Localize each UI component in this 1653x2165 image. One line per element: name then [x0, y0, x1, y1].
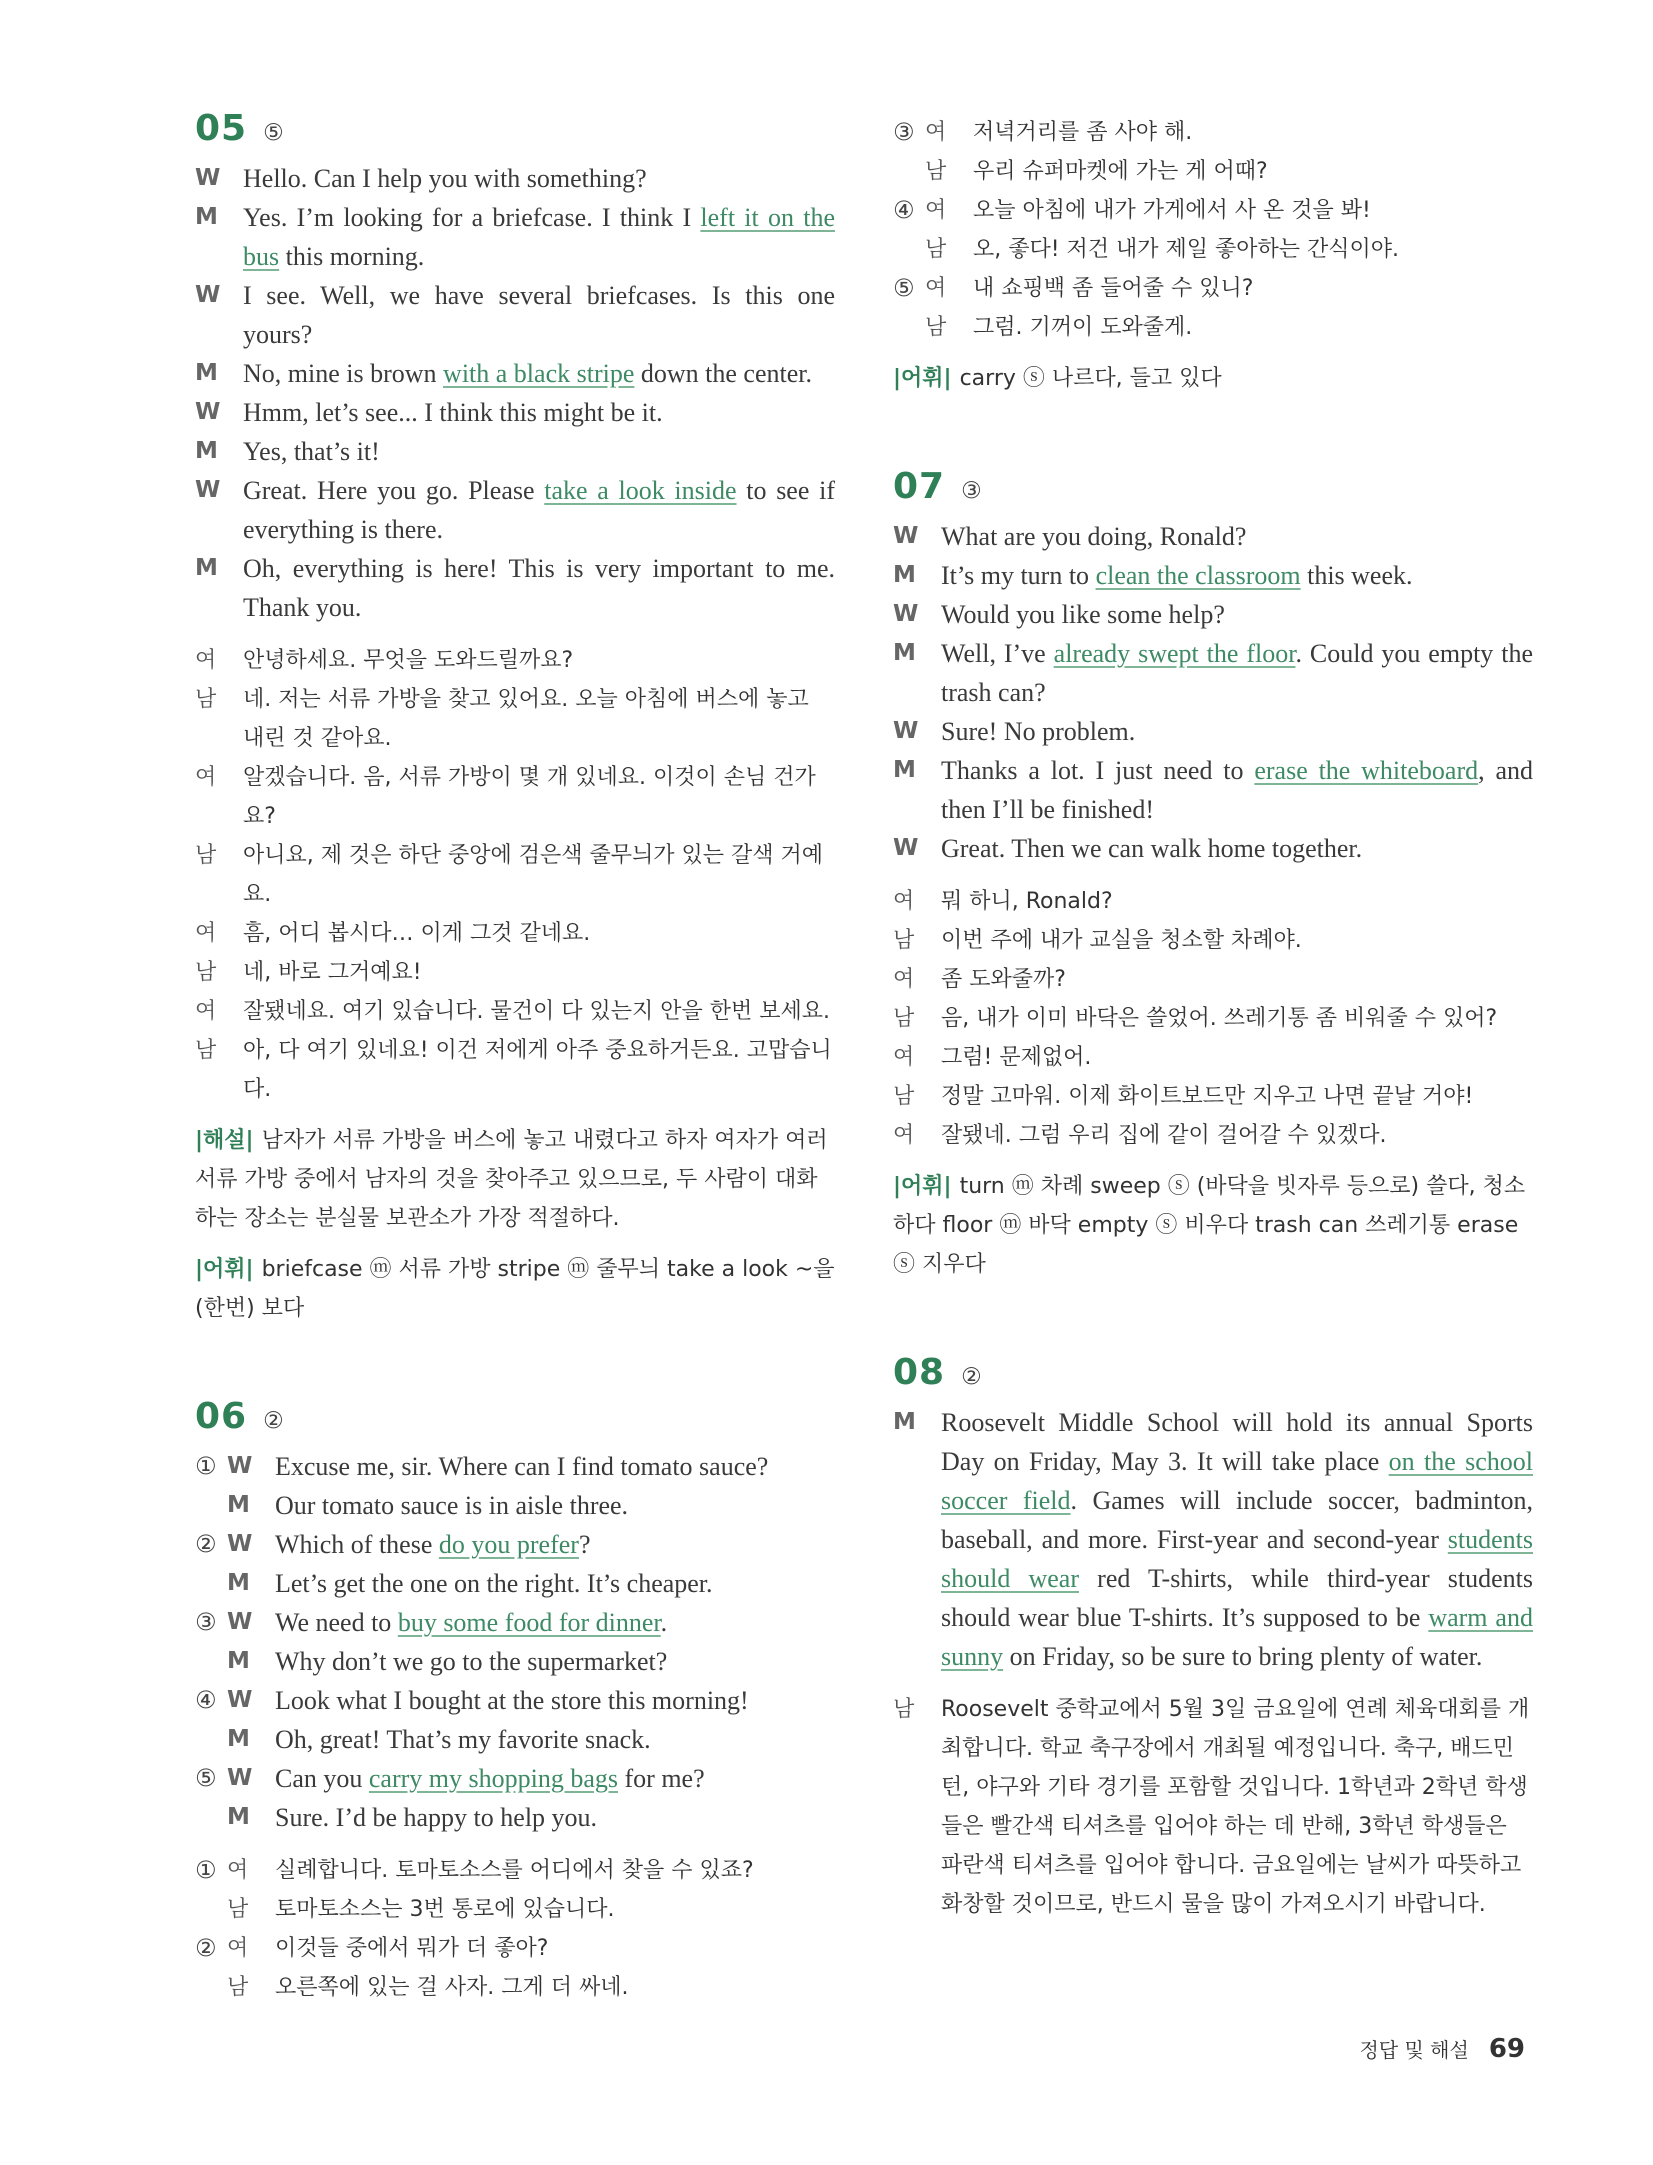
speaker-label: M [195, 204, 218, 230]
translation-text: 그럼. 기꺼이 도와줄게. [973, 315, 1193, 340]
question-number: 06 [195, 1396, 248, 1437]
dialogue-text [243, 276, 835, 354]
left-column [195, 108, 835, 2007]
dialogue-line [195, 1564, 835, 1603]
key-phrase: do you prefer [438, 1530, 579, 1559]
text-segment: . [660, 1608, 668, 1637]
key-phrase: buy some food for dinner [397, 1608, 661, 1637]
translation-line [893, 113, 1533, 152]
speaker-label: M [227, 1648, 250, 1674]
text-segment: , and then I’ll be finished! [941, 756, 1533, 824]
translation-line [195, 1851, 835, 1890]
dialogue-line [893, 595, 1533, 634]
dialogue-text [243, 549, 835, 627]
translation-line [893, 999, 1533, 1038]
text-segment: to see if everything is there. [243, 476, 835, 544]
translation-line [893, 921, 1533, 960]
text-segment: Great. Then we can walk home together. [941, 834, 1363, 863]
option-number [195, 1890, 227, 1929]
dialogue-text [243, 159, 835, 198]
translation-text: 아니요, 제 것은 하단 중앙에 검은색 줄무늬가 있는 갈색 거예요. [243, 843, 823, 907]
dialogue-text [941, 556, 1533, 595]
translation-text: 알겠습니다. 음, 서류 가방이 몇 개 있네요. 이것이 손님 건가요? [243, 765, 816, 829]
translation-line [893, 1077, 1533, 1116]
option-number [195, 1642, 227, 1681]
dialogue [893, 517, 1533, 868]
text-segment: Roosevelt Middle School will hold its annual Sports Day on Friday, May 3. It will take place [941, 1408, 1533, 1476]
translation [195, 1851, 835, 2007]
translation-text: Roosevelt 중학교에서 5월 3일 금요일에 연례 체육대회를 개최합니다. 학교 축구장에서 개최될 예정입니다. 축구, 배드민턴, 야구와 기타 경기를 포함할 것입니다. 1학년과 2학년 학생들은 빨간색 티셔츠를 입어야 하는 데 반해, 3학년 학생들은 파란색 티셔츠를 입어야 합니다. 금요일에는 날씨가 따뜻하고 화창할 것이므로, 반드시 물을 많이 가져오시기 바랍니다. [941, 1697, 1530, 1917]
speaker-label: 남 [227, 1975, 249, 2000]
text-segment: for me? [618, 1764, 705, 1793]
speaker-label: 여 [195, 921, 217, 946]
speaker-label: M [227, 1804, 250, 1830]
dialogue-text [275, 1486, 835, 1525]
vocabulary-text: briefcase ⓜ 서류 가방 stripe ⓜ 줄무늬 take a look ~을 (한번) 보다 [195, 1257, 835, 1321]
translation-continued [893, 113, 1533, 347]
translation-text: 토마토소스는 3번 통로에 있습니다. [275, 1897, 615, 1922]
text-segment: Would you like some help? [941, 600, 1225, 629]
dialogue-text [941, 751, 1533, 829]
dialogue-line [195, 1759, 835, 1798]
dialogue-line [195, 276, 835, 354]
translation [893, 1690, 1533, 1924]
speaker-label: W [195, 477, 221, 503]
explanation-text: 남자가 서류 가방을 버스에 놓고 내렸다고 하자 여자가 여러 서류 가방 중에서 남자의 것을 찾아주고 있으므로, 두 사람이 대화하는 장소는 분실물 보관소가 가장 적절하다. [195, 1128, 828, 1231]
speaker-label: M [893, 562, 916, 588]
dialogue-line [195, 1681, 835, 1720]
translation-line [893, 882, 1533, 921]
translation [893, 882, 1533, 1155]
speaker-label: 남 [893, 1006, 915, 1031]
question-number: 08 [893, 1352, 946, 1393]
answer-marker: ⑤ [263, 120, 284, 146]
translation-line [893, 1038, 1533, 1077]
text-segment: Oh, great! That’s my favorite snack. [275, 1725, 651, 1754]
translation-text: 오늘 아침에 내가 가게에서 사 온 것을 봐! [973, 198, 1371, 223]
dialogue-text [275, 1798, 835, 1837]
option-number: ③ [195, 1608, 217, 1636]
speaker-label: 여 [195, 648, 217, 673]
question-header [195, 1396, 835, 1437]
speaker-label: M [195, 555, 218, 581]
option-number: ④ [893, 196, 915, 224]
key-phrase: erase the whiteboard [1254, 756, 1479, 785]
answer-marker: ③ [961, 478, 982, 504]
text-segment: . Could you empty the trash can? [941, 639, 1533, 707]
speaker-label: W [227, 1687, 253, 1713]
dialogue-text [243, 198, 835, 276]
translation-line [195, 1890, 835, 1929]
speaker-label: 남 [195, 687, 217, 712]
translation-text: 그럼! 문제없어. [941, 1045, 1092, 1070]
key-phrase: left it on the bus [243, 203, 835, 271]
key-phrase: already swept the floor [1053, 639, 1296, 668]
vocabulary [893, 1167, 1533, 1284]
speaker-label: M [893, 757, 916, 783]
speaker-label: 여 [227, 1936, 249, 1961]
translation-text: 저녁거리를 좀 사야 해. [973, 120, 1193, 145]
translation-line [195, 758, 835, 836]
speaker-label: W [893, 718, 919, 744]
dialogue-line [195, 1798, 835, 1837]
text-segment: Excuse me, sir. Where can I find tomato sauce? [275, 1452, 769, 1481]
translation-line [893, 308, 1533, 347]
dialogue-line [195, 354, 835, 393]
speaker-label: W [227, 1609, 253, 1635]
translation-text: 잘됐네요. 여기 있습니다. 물건이 다 있는지 안을 한번 보세요. [243, 999, 830, 1024]
text-segment: Thanks a lot. I just need to [941, 756, 1255, 785]
question-number: 07 [893, 466, 946, 507]
text-segment: Can you [275, 1764, 369, 1793]
text-segment: this week. [1300, 561, 1413, 590]
translation-text: 네, 바로 그거예요! [243, 960, 422, 985]
speaker-label: W [227, 1531, 253, 1557]
key-phrase: carry my shopping bags [368, 1764, 619, 1793]
translation-line [893, 230, 1533, 269]
dialogue-line [195, 1720, 835, 1759]
translation-text: 실례합니다. 토마토소스를 어디에서 찾을 수 있죠? [275, 1858, 754, 1883]
vocabulary-label: |어휘| [195, 1257, 254, 1282]
dialogue-line [195, 159, 835, 198]
key-phrase: students should wear [941, 1525, 1533, 1593]
vocabulary-text: carry ⓢ 나르다, 들고 있다 [959, 366, 1222, 391]
dialogue-line [893, 556, 1533, 595]
dialogue-text [941, 829, 1533, 868]
speaker-label: W [893, 835, 919, 861]
speaker-label: 여 [893, 967, 915, 992]
dialogue-line [893, 517, 1533, 556]
option-number [195, 1564, 227, 1603]
speaker-label: W [893, 601, 919, 627]
translation-text: 흠, 어디 봅시다… 이게 그것 같네요. [243, 921, 591, 946]
speaker-label: W [893, 523, 919, 549]
speaker-label: W [195, 399, 221, 425]
dialogue-text [243, 393, 835, 432]
monologue [893, 1403, 1533, 1676]
option-number [893, 230, 925, 269]
vocabulary [195, 1250, 835, 1328]
translation-line [893, 152, 1533, 191]
translation-line [893, 269, 1533, 308]
dialogue-text [275, 1720, 835, 1759]
dialogue-line [893, 751, 1533, 829]
translation-text: 아, 다 여기 있네요! 이건 저에게 아주 중요하거든요. 고맙습니다. [243, 1038, 832, 1102]
translation-line [195, 836, 835, 914]
dialogue-text [275, 1603, 835, 1642]
key-phrase: clean the classroom [1095, 561, 1301, 590]
page-number: 69 [1488, 2034, 1525, 2064]
dialogue-line [893, 829, 1533, 868]
dialogue-line [195, 1642, 835, 1681]
option-number: ② [195, 1934, 217, 1962]
option-number: ② [195, 1530, 217, 1558]
text-segment: Sure! No problem. [941, 717, 1136, 746]
text-segment: red T-shirts, while third-year students should wear blue T-shirts. It’s supposed to be [941, 1564, 1533, 1632]
vocabulary-text: turn ⓜ 차례 sweep ⓢ (바닥을 빗자루 등으로) 쓸다, 청소하다 floor ⓜ 바닥 empty ⓢ 비우다 trash can 쓰레기통 erase ⓢ 지우다 [893, 1174, 1526, 1277]
speaker-label: 남 [195, 843, 217, 868]
dialogue-text [243, 432, 835, 471]
text-segment: Great. Here you go. Please [243, 476, 545, 505]
option-number: ① [195, 1856, 217, 1884]
translation-text: 뭐 하니, Ronald? [941, 889, 1113, 914]
speaker-label: 남 [893, 1084, 915, 1109]
speaker-label: 남 [227, 1897, 249, 1922]
key-phrase: on the school soccer field [941, 1447, 1533, 1515]
option-number [195, 1798, 227, 1837]
section-title: 정답 및 해설 [1359, 2038, 1469, 2062]
translation-text: 네. 저는 서류 가방을 찾고 있어요. 오늘 아침에 버스에 놓고 내린 것 같아요. [243, 687, 809, 751]
dialogue-text [941, 517, 1533, 556]
dialogue [195, 159, 835, 627]
answer-marker: ② [263, 1408, 284, 1434]
text-segment: Which of these [275, 1530, 439, 1559]
dialogue-line [195, 549, 835, 627]
key-phrase: warm and sunny [941, 1603, 1533, 1671]
text-segment: Hello. Can I help you with something? [243, 164, 647, 193]
dialogue-line [195, 1447, 835, 1486]
speaker-label: 남 [195, 1038, 217, 1063]
option-number: ⑤ [893, 274, 915, 302]
translation [195, 641, 835, 1109]
question-08 [893, 1352, 1533, 1924]
vocabulary-label: |어휘| [893, 366, 952, 391]
key-phrase: with a black stripe [443, 359, 635, 388]
translation-text: 우리 슈퍼마켓에 가는 게 어때? [973, 159, 1268, 184]
dialogue-text [941, 712, 1533, 751]
dialogue-text [275, 1525, 835, 1564]
text-segment: I see. Well, we have several briefcases. Is this one yours? [243, 281, 835, 349]
speaker-label: 여 [925, 276, 947, 301]
translation-line [195, 992, 835, 1031]
translation-text: 이번 주에 내가 교실을 청소할 차례야. [941, 928, 1302, 953]
dialogue-line [195, 393, 835, 432]
speaker-label: M [227, 1492, 250, 1518]
question-header [195, 108, 835, 149]
translation-line [195, 680, 835, 758]
translation-text: 내 쇼핑백 좀 들어줄 수 있니? [973, 276, 1254, 301]
key-phrase: take a look inside [544, 476, 737, 505]
speaker-label: 여 [195, 765, 217, 790]
explanation [195, 1121, 835, 1238]
dialogue-line [195, 432, 835, 471]
speaker-label: M [893, 640, 916, 666]
dialogue-line [195, 1525, 835, 1564]
dialogue-text [275, 1759, 835, 1798]
speaker-label: W [195, 165, 221, 191]
speaker-label: 남 [893, 1697, 915, 1722]
dialogue-text [941, 595, 1533, 634]
speaker-label: 여 [893, 889, 915, 914]
dialogue-text [941, 1403, 1533, 1676]
dialogue-text [275, 1564, 835, 1603]
text-segment: We need to [275, 1608, 398, 1637]
speaker-label: 남 [925, 315, 947, 340]
dialogue-line [893, 634, 1533, 712]
dialogue-text [243, 471, 835, 549]
question-07 [893, 466, 1533, 1284]
option-number [893, 152, 925, 191]
translation-line [893, 960, 1533, 999]
dialogue-line [195, 1486, 835, 1525]
speaker-label: W [195, 282, 221, 308]
text-segment: . Games will include soccer, badminton, baseball, and more. First-year and second-year [941, 1486, 1533, 1554]
dialogue [195, 1447, 835, 1837]
speaker-label: 여 [195, 999, 217, 1024]
option-number: ⑤ [195, 1764, 217, 1792]
speaker-label: M [195, 360, 218, 386]
dialogue-text [243, 354, 835, 393]
text-segment: this morning. [279, 242, 425, 271]
text-segment: What are you doing, Ronald? [941, 522, 1247, 551]
translation-text: 정말 고마워. 이제 화이트보드만 지우고 나면 끝날 거야! [941, 1084, 1474, 1109]
dialogue-line [893, 712, 1533, 751]
speaker-label: 남 [893, 928, 915, 953]
text-segment: Well, I’ve [941, 639, 1054, 668]
translation-line [195, 1031, 835, 1109]
translation-line [893, 1690, 1533, 1924]
text-segment: ? [578, 1530, 591, 1559]
speaker-label: 남 [195, 960, 217, 985]
right-column [893, 113, 1533, 1924]
translation-line [195, 1929, 835, 1968]
text-segment: Oh, everything is here! This is very important to me. Thank you. [243, 554, 835, 622]
translation-text: 음, 내가 이미 바닥은 쓸었어. 쓰레기통 좀 비워줄 수 있어? [941, 1006, 1498, 1031]
text-segment: Hmm, let’s see... I think this might be it. [243, 398, 663, 427]
speaker-label: W [227, 1453, 253, 1479]
dialogue-line [195, 198, 835, 276]
speaker-label: 여 [925, 198, 947, 223]
dialogue-text [275, 1642, 835, 1681]
speaker-label: M [227, 1726, 250, 1752]
text-segment: Let’s get the one on the right. It’s cheaper. [275, 1569, 713, 1598]
dialogue-text [941, 634, 1533, 712]
translation-line [195, 641, 835, 680]
text-segment: Look what I bought at the store this morning! [275, 1686, 749, 1715]
speaker-label: 여 [893, 1123, 915, 1148]
page-footer [1359, 2034, 1525, 2064]
translation-text: 잘됐네. 그럼 우리 집에 같이 걸어갈 수 있겠다. [941, 1123, 1387, 1148]
dialogue-line [195, 1603, 835, 1642]
translation-text: 좀 도와줄까? [941, 967, 1066, 992]
speaker-label: M [893, 1409, 916, 1435]
text-segment: Yes. I’m looking for a briefcase. I think I [243, 203, 701, 232]
speaker-label: 여 [925, 120, 947, 145]
speaker-label: M [195, 438, 218, 464]
translation-text: 이것들 중에서 뭐가 더 좋아? [275, 1936, 549, 1961]
answer-marker: ② [961, 1364, 982, 1390]
dialogue-text [275, 1447, 835, 1486]
option-number [195, 1720, 227, 1759]
translation-text: 오른쪽에 있는 걸 사자. 그게 더 싸네. [275, 1975, 629, 2000]
speaker-label: 여 [227, 1858, 249, 1883]
dialogue-line [195, 471, 835, 549]
speaker-label: 여 [893, 1045, 915, 1070]
option-number: ④ [195, 1686, 217, 1714]
text-segment: Our tomato sauce is in aisle three. [275, 1491, 629, 1520]
speaker-label: 남 [925, 159, 947, 184]
text-segment: on Friday, so be sure to bring plenty of water. [1003, 1642, 1483, 1671]
translation-line [195, 953, 835, 992]
translation-line [195, 914, 835, 953]
vocabulary [893, 359, 1533, 398]
translation-text: 오, 좋다! 저건 내가 제일 좋아하는 간식이야. [973, 237, 1400, 262]
speaker-label: 남 [925, 237, 947, 262]
question-number: 05 [195, 108, 248, 149]
question-header [893, 466, 1533, 507]
vocabulary-label: |어휘| [893, 1174, 952, 1199]
translation-line [893, 191, 1533, 230]
explanation-label: |해설| [195, 1128, 254, 1153]
text-segment: Why don’t we go to the supermarket? [275, 1647, 668, 1676]
text-segment: Sure. I’d be happy to help you. [275, 1803, 598, 1832]
translation-text: 안녕하세요. 무엇을 도와드릴까요? [243, 648, 574, 673]
text-segment: It’s my turn to [941, 561, 1096, 590]
speaker-label: W [227, 1765, 253, 1791]
translation-line [195, 1968, 835, 2007]
option-number: ③ [893, 118, 915, 146]
text-segment: No, mine is brown [243, 359, 444, 388]
option-number [195, 1968, 227, 2007]
question-06 [195, 1396, 835, 2007]
question-05 [195, 108, 835, 1328]
option-number: ① [195, 1452, 217, 1480]
dialogue-text [275, 1681, 835, 1720]
text-segment: Yes, that’s it! [243, 437, 380, 466]
text-segment: down the center. [634, 359, 812, 388]
option-number [893, 308, 925, 347]
question-06-continued [893, 113, 1533, 398]
question-header [893, 1352, 1533, 1393]
translation-line [893, 1116, 1533, 1155]
speaker-label: M [227, 1570, 250, 1596]
dialogue-line [893, 1403, 1533, 1676]
option-number [195, 1486, 227, 1525]
